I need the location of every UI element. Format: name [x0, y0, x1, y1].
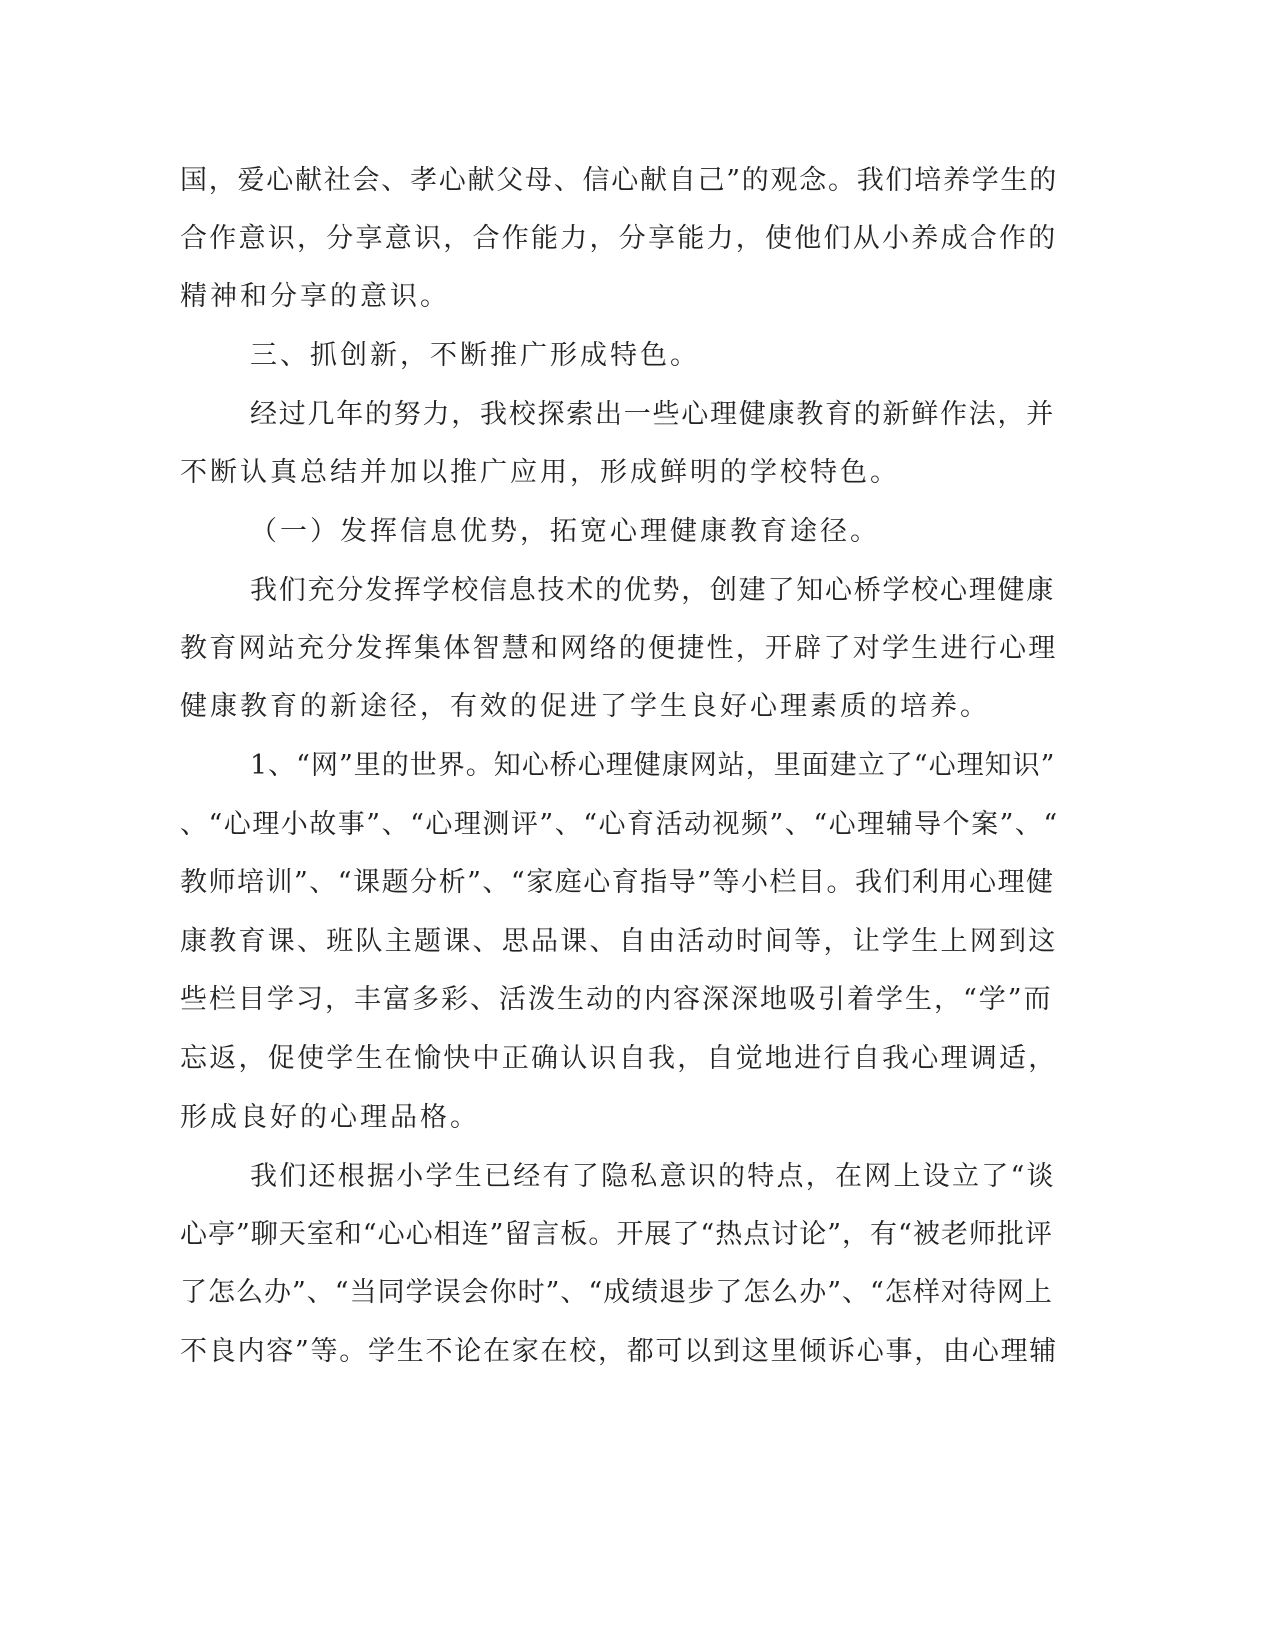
text-line-8: 我们充分发挥学校信息技术的优势，创建了知心桥学校心理健康 [250, 575, 1055, 606]
text-line-18: 我们还根据小学生已经有了隐私意识的特点，在网上设立了“谈 [250, 1161, 1056, 1192]
text-line-2: 合作意识，分享意识，合作能力，分享能力，使他们从小养成合作的 [180, 223, 1058, 254]
text-line-13: 教师培训”、“课题分析”、“家庭心育指导”等小栏目。我们利用心理健 [180, 867, 1055, 898]
text-line-9: 教育网站充分发挥集体智慧和网络的便捷性，开辟了对学生进行心理 [180, 633, 1058, 664]
subsection-heading-1: （一）发挥信息优势，拓宽心理健康教育途径。 [250, 516, 880, 547]
text-line-21: 不良内容”等。学生不论在家在校，都可以到这里倾诉心事，由心理辅 [180, 1336, 1059, 1367]
section-heading-3: 三、抓创新，不断推广形成特色。 [250, 340, 700, 371]
text-line-20: 了怎么办”、“当同学误会你时”、“成绩退步了怎么办”、“怎样对待网上 [180, 1277, 1053, 1308]
text-line-12: 、“心理小故事”、“心理测评”、“心育活动视频”、“心理辅导个案”、“ [180, 809, 1059, 840]
text-line-5: 经过几年的努力，我校探索出一些心理健康教育的新鲜作法，并 [250, 399, 1055, 430]
text-line-17: 形成良好的心理品格。 [180, 1102, 480, 1133]
text-line-1: 国，爱心献社会、孝心献父母、信心献自己”的观念。我们培养学生的 [180, 165, 1059, 196]
text-line-6: 不断认真总结并加以推广应用，形成鲜明的学校特色。 [180, 457, 900, 488]
text-line-14: 康教育课、班队主题课、思品课、自由活动时间等，让学生上网到这 [180, 926, 1058, 957]
text-line-16: 忘返，促使学生在愉快中正确认识自我，自觉地进行自我心理调适， [180, 1043, 1058, 1074]
text-line-11: 1、“网”里的世界。知心桥心理健康网站，里面建立了“心理知识” [250, 750, 1056, 781]
text-line-10: 健康教育的新途径，有效的促进了学生良好心理素质的培养。 [180, 691, 990, 722]
text-line-19: 心亭”聊天室和“心心相连”留言板。开展了“热点讨论”，有“被老师批评 [180, 1219, 1053, 1250]
text-line-15: 些栏目学习，丰富多彩、活泼生动的内容深深地吸引着学生，“学”而 [180, 984, 1053, 1015]
text-line-3: 精神和分享的意识。 [180, 281, 450, 312]
